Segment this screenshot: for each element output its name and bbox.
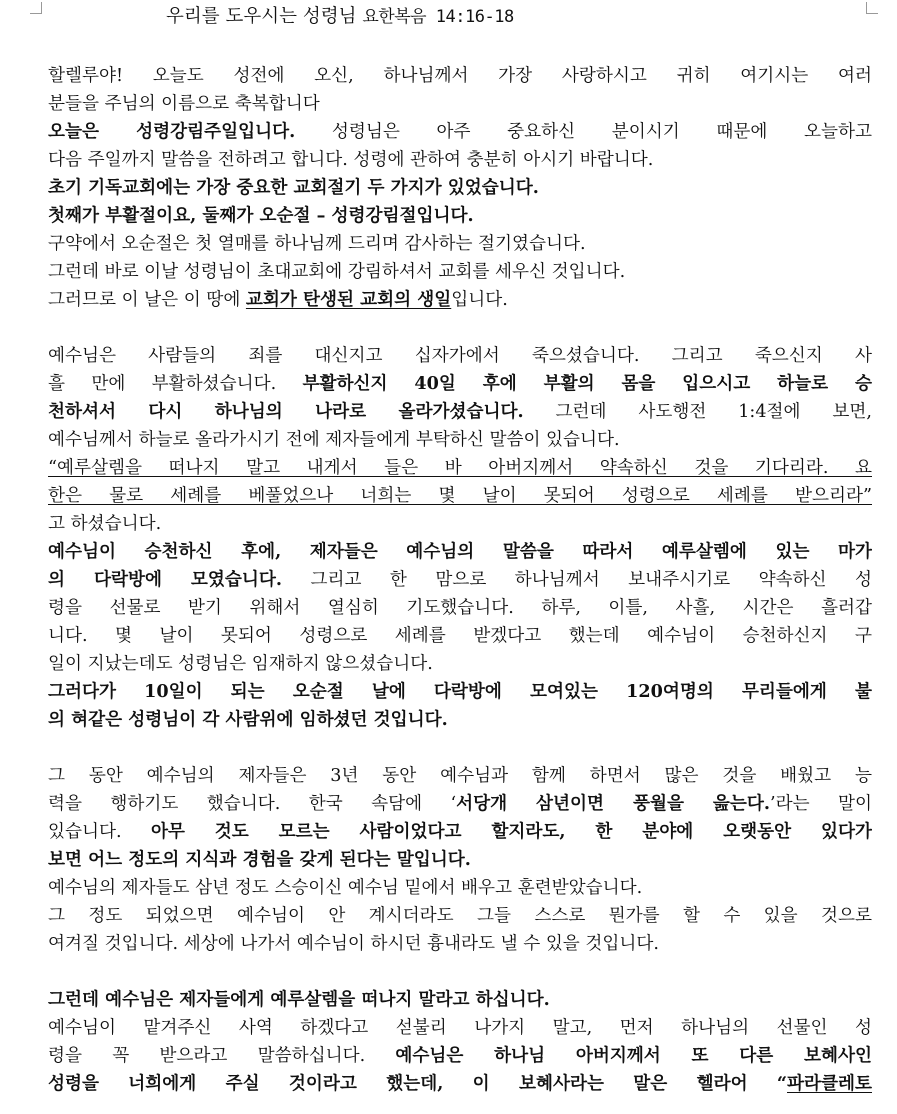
text-line [48, 342, 872, 370]
emphasis-text: 예수님이 승천하신 후에, 제자들은 예수님의 말씀을 따라서 예루살렘에 있는 마가 [48, 541, 872, 562]
body-text: 그런데 사도행전 1:4절에 보면, [523, 402, 872, 422]
paragraph-4 [48, 986, 872, 1098]
text-line [48, 510, 872, 538]
text-line [48, 902, 872, 930]
emphasis-text: 의 혀같은 성령님이 각 사람위에 임하셨던 것입니다. [48, 709, 448, 730]
body-text: 예수님의 제자들도 삼년 정도 스승이신 예수님 밑에서 배우고 훈련받았습니다. [48, 878, 643, 898]
text-line [48, 678, 872, 706]
text-line [48, 1042, 872, 1070]
emphasis-text: 서당개 삼년이면 풍월을 읊는다. [456, 793, 771, 814]
emphasis-text: 그러다가 10일이 되는 오순절 날에 다락방에 모여있는 120여명의 무리들에게 불 [48, 681, 872, 702]
text-line [48, 818, 872, 846]
scripture-reference: 요한복음 14:16-18 [362, 7, 514, 27]
text-line [48, 874, 872, 902]
body-text: 다음 주일까지 말씀을 전하려고 합니다. 성령에 관하여 충분히 아시기 바랍니다. [48, 150, 654, 170]
body-text: 그런데 바로 이날 성령님이 초대교회에 강림하셔서 교회를 세우신 것입니다. [48, 262, 626, 282]
text-line [48, 398, 872, 426]
paragraph-1 [48, 62, 872, 314]
emphasis-text: 교회가 탄생된 교회의 생일 [245, 289, 452, 310]
body-text: 분들을 주님의 이름으로 축복합니다 [48, 94, 320, 114]
emphasis-text: 초기 기독교회에는 가장 중요한 교회절기 두 가지가 있었습니다. [48, 177, 539, 198]
text-line [48, 202, 872, 230]
text-line [48, 370, 872, 398]
body-text: 령을 꼭 받으라고 말씀하십니다. [48, 1046, 396, 1066]
body-text: 일이 지났는데도 성령님은 임재하지 않으셨습니다. [48, 654, 433, 674]
body-text: 한은 물로 세례를 베풀었으나 너희는 몇 날이 못되어 성령으로 세례를 받으리라” [48, 486, 872, 506]
text-line [48, 594, 872, 622]
text-line [48, 454, 872, 482]
text-line [48, 482, 872, 510]
emphasis-text: 부활하신지 40일 후에 부활의 몸을 입으시고 하늘로 승 [302, 373, 872, 394]
emphasis-text: 보면 어느 정도의 지식과 경험을 갖게 된다는 말입니다. [48, 849, 471, 870]
body-text: 그리고 한 맘으로 하나님께서 보내주시기로 약속하신 성 [282, 570, 872, 590]
body-text: 예수님이 맡겨주신 사역 하겠다고 섣불리 나가지 말고, 먼저 하나님의 선물인 성 [48, 1018, 872, 1038]
text-line [48, 230, 872, 258]
emphasis-text: 오늘은 성령강림주일입니다. [48, 121, 296, 142]
body-text: 구약에서 오순절은 첫 열매를 하나님께 드리며 감사하는 절기였습니다. [48, 234, 586, 254]
body-text: ’라는 말이 [770, 794, 872, 814]
text-line [48, 146, 872, 174]
body-text: 그 동안 예수님의 제자들은 3년 동안 예수님과 함께 하면서 많은 것을 배웠고 능 [48, 766, 872, 786]
text-line [48, 538, 872, 566]
text-line [48, 650, 872, 678]
text-line [48, 1070, 872, 1098]
text-line [48, 846, 872, 874]
body-text: 할렐루야! 오늘도 성전에 오신, 하나님께서 가장 사랑하시고 귀히 여기시는 여러 [48, 66, 872, 86]
paragraph-gap [48, 314, 872, 342]
emphasis-text: 아무 것도 모르는 사람이었다고 할지라도, 한 분야에 오랫동안 있다가 [150, 821, 872, 842]
text-line [48, 1014, 872, 1042]
emphasis-text: 성령을 너희에게 주실 것이라고 했는데, 이 보혜사라는 말은 헬라어 “ [48, 1073, 788, 1094]
text-line [48, 118, 872, 146]
text-line [48, 622, 872, 650]
body-text: 성령님은 아주 중요하신 분이시기 때문에 오늘하고 [295, 122, 872, 142]
body-text: “예루살렘을 떠나지 말고 내게서 들은 바 아버지께서 약속하신 것을 기다리라. 요 [48, 458, 872, 478]
text-line [48, 174, 872, 202]
body-text: 니다. 몇 날이 못되어 성령으로 세례를 받겠다고 했는데 예수님이 승천하신지 구 [48, 626, 872, 646]
paragraph-gap [48, 34, 872, 62]
text-line [48, 930, 872, 958]
text-line [48, 258, 872, 286]
body-text: 있습니다. [48, 822, 151, 842]
body-text: 입니다. [451, 290, 508, 310]
text-line [48, 62, 872, 90]
document-body [48, 34, 872, 1098]
text-line [48, 566, 872, 594]
body-text: 고 하셨습니다. [48, 514, 162, 534]
emphasis-text: 파라클레토 [787, 1073, 872, 1094]
body-text: 그러므로 이 날은 이 땅에 [48, 290, 246, 310]
paragraph-2 [48, 342, 872, 734]
paragraph-gap [48, 734, 872, 762]
text-line [48, 90, 872, 118]
title-text: 우리를 도우시는 성령님 [166, 6, 357, 27]
text-line [48, 426, 872, 454]
body-text: 예수님은 사람들의 죄를 대신지고 십자가에서 죽으셨습니다. 그리고 죽으신지 사 [48, 346, 872, 366]
paragraph-3 [48, 762, 872, 958]
text-line [48, 986, 872, 1014]
emphasis-text: 첫째가 부활절이요, 둘째가 오순절 – 성령강림절입니다. [48, 205, 474, 226]
body-text: 흘 만에 부활하셨습니다. [48, 374, 303, 394]
text-line [48, 706, 872, 734]
emphasis-text: 예수님은 하나님 아버지께서 또 다른 보혜사인 [395, 1045, 872, 1066]
emphasis-text: 의 다락방에 모였습니다. [48, 569, 283, 590]
body-text: 력을 행하기도 했습니다. 한국 속담에 ‘ [48, 794, 457, 814]
margin-corner-mark-left [30, 2, 42, 14]
body-text: 령을 선물로 받기 위해서 열심히 기도했습니다. 하루, 이틀, 사흘, 시간은 흘러갑 [48, 598, 872, 618]
paragraph-gap [48, 958, 872, 986]
body-text: 예수님께서 하늘로 올라가시기 전에 제자들에게 부탁하신 말씀이 있습니다. [48, 430, 620, 450]
text-line [48, 790, 872, 818]
document-page [48, 0, 872, 1098]
emphasis-text: 천하셔서 다시 하나님의 나라로 올라가셨습니다. [48, 401, 524, 422]
body-text: 그 정도 되었으면 예수님이 안 계시더라도 그들 스스로 뭔가를 할 수 있을 것으로 [48, 906, 872, 926]
emphasis-text: 그런데 예수님은 제자들에게 예루살렘을 떠나지 말라고 하십니다. [48, 989, 550, 1010]
text-line [48, 762, 872, 790]
page-title [48, 0, 872, 34]
body-text: 여겨질 것입니다. 세상에 나가서 예수님이 하시던 흉내라도 낼 수 있을 것입니다. [48, 934, 659, 954]
text-line [48, 286, 872, 314]
